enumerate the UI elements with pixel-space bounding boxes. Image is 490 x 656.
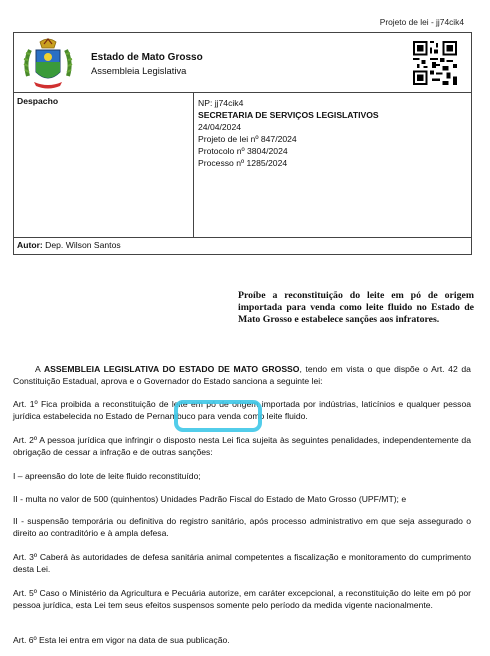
processo-number: Processo nº 1285/2024	[198, 158, 288, 168]
document-header	[13, 32, 472, 93]
dispatch-info-table	[13, 93, 472, 255]
table-divider-horizontal	[14, 237, 471, 238]
author-label: Autor:	[17, 240, 43, 250]
qr-code-icon	[413, 41, 457, 85]
article-2: Art. 2º A pessoa jurídica que infringir o disposto nesta Lei fica sujeita às seguintes penalidades, independentemente da obrigação de cessar a infração e de outras sanções:	[13, 435, 471, 458]
article-3: Art. 3º Caberá às autoridades de defesa sanitária animal competentes a fiscalização e monitoramento do cumprimento desta Lei.	[13, 552, 471, 575]
handwritten-highlight-mark	[174, 400, 262, 432]
article-1: Art. 1º Fica proibida a reconstituição de leite em pó de origem importada por indústrias, laticínios e qualquer pessoa jurídica estabelecida no Estado de Pernambuco para venda como leite fluido.	[13, 399, 471, 422]
state-name: Estado de Mato Grosso	[91, 52, 203, 63]
penalty-item-3: II - suspensão temporária ou definitiva do registro sanitário, após processo administrativo em que seja assegurado o direito ao contraditório e à ampla defesa.	[13, 516, 471, 539]
article-6: Art. 6º Esta lei entra em vigor na data de sua publicação.	[13, 635, 230, 645]
table-divider-vertical	[193, 93, 194, 237]
author-line	[17, 240, 121, 250]
preamble-lead: A	[35, 364, 44, 374]
assembly-name: Assembleia Legislativa	[91, 65, 187, 76]
np-code: NP: jj74cik4	[198, 98, 244, 108]
preamble-rest: , tendo em vista o que dispõe o Art. 42 da Constituição Estadual, aprova e o Governador do Estado sanciona a seguinte lei:	[13, 364, 471, 387]
penalty-item-2: II - multa no valor de 500 (quinhentos) Unidades Padrão Fiscal do Estado de Mato Grosso (UPF/MT); e	[13, 494, 407, 504]
projeto-number: Projeto de lei nº 847/2024	[198, 134, 297, 144]
bill-summary: Proíbe a reconstituição do leite em pó de origem importada para venda como leite fluido no Estado de Mato Grosso e estabelece sanções aos infratores.	[238, 290, 474, 325]
filing-date: 24/04/2024	[198, 122, 242, 132]
preamble-paragraph	[13, 363, 471, 388]
author-value: Dep. Wilson Santos	[45, 240, 121, 250]
article-5: Art. 5º Caso o Ministério da Agricultura e Pecuária autorize, em caráter excepcional, a reconstituição do leite em pó por pessoa jurídica, esta Lei tem seus efeitos suspensos somente pelo período da medida vigente nacionalmente.	[13, 588, 471, 611]
protocolo-number: Protocolo nº 3804/2024	[198, 146, 288, 156]
penalty-item-1: I – apreensão do lote de leite fluido reconstituído;	[13, 471, 201, 481]
despacho-label: Despacho	[17, 96, 59, 106]
state-coat-of-arms-icon	[20, 36, 76, 92]
document-reference: Projeto de lei - jj74cik4	[379, 17, 464, 27]
preamble-assembly: ASSEMBLEIA LEGISLATIVA DO ESTADO DE MATO GROSSO	[43, 364, 300, 374]
secretaria-name: SECRETARIA DE SERVIÇOS LEGISLATIVOS	[198, 110, 379, 120]
protocol-metadata	[198, 97, 379, 169]
